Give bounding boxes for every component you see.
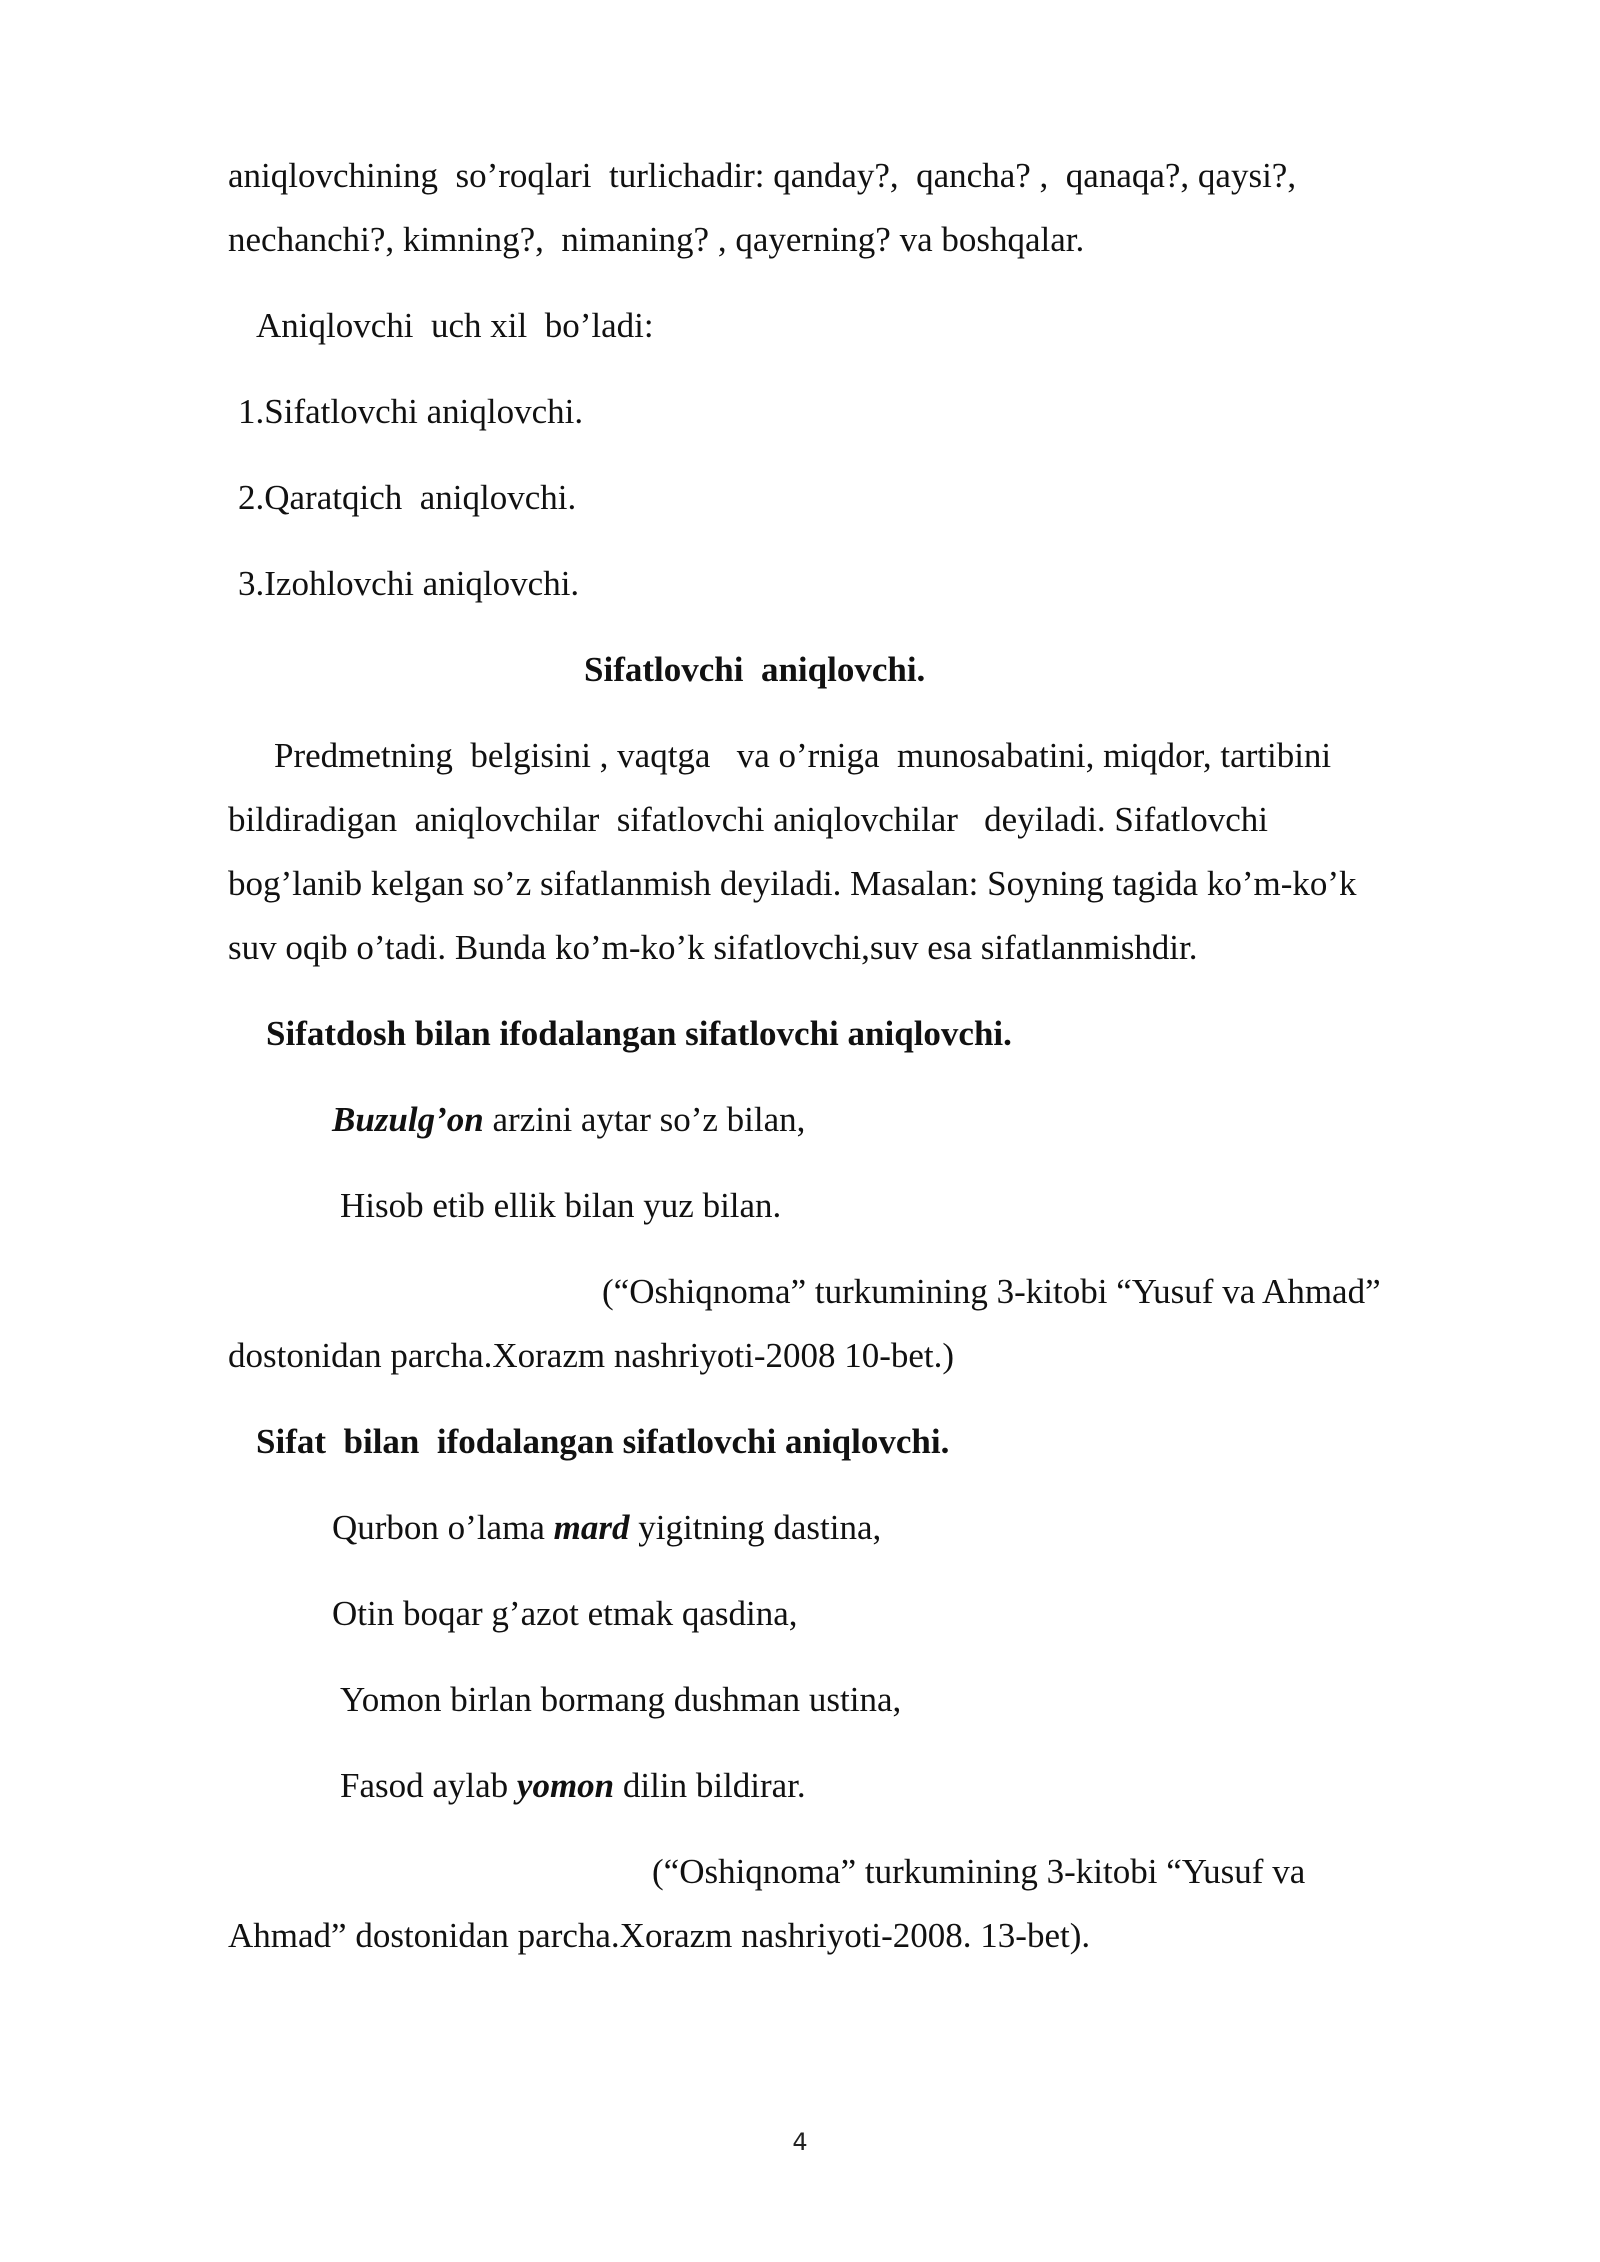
page-number: 4 <box>792 2128 808 2156</box>
section-heading: Sifatlovchi aniqlovchi. <box>584 650 926 689</box>
paragraph-line: bildiradigan aniqlovchilar sifatlovchi aniqlovchilar deyiladi. Sifatlovchi <box>228 800 1269 839</box>
list-item: 1.Sifatlovchi aniqlovchi. <box>238 392 584 431</box>
subheading: Sifat bilan ifodalangan sifatlovchi aniqlovchi. <box>256 1422 950 1461</box>
paragraph-line: suv oqib o’tadi. Bunda ko’m-ko’k sifatlovchi,suv esa sifatlanmishdir. <box>228 928 1198 967</box>
emphasized-word: mard <box>553 1508 630 1547</box>
poem-text: yigitning dastina, <box>629 1508 882 1547</box>
emphasized-word: yomon <box>516 1766 615 1805</box>
paragraph-line: Predmetning belgisini , vaqtga va o’rniga munosabatini, miqdor, tartibini <box>274 736 1332 775</box>
poem-line: Hisob etib ellik bilan yuz bilan. <box>340 1186 782 1225</box>
types-intro: Aniqlovchi uch xil bo’ladi: <box>256 306 654 345</box>
paragraph-line: aniqlovchining so’roqlari turlichadir: qanday?, qancha? , qanaqa?, qaysi?, <box>228 156 1297 195</box>
citation-line: (“Oshiqnoma” turkumining 3-kitobi “Yusuf va Ahmad” <box>602 1272 1381 1311</box>
poem-text: arzini aytar so’z bilan, <box>483 1100 806 1139</box>
citation-line: dostonidan parcha.Xorazm nashriyoti-2008 10-bet.) <box>228 1336 955 1375</box>
poem-line: Yomon birlan bormang dushman ustina, <box>340 1680 902 1719</box>
poem-line: Otin boqar g’azot etmak qasdina, <box>332 1594 798 1633</box>
list-item: 3.Izohlovchi aniqlovchi. <box>238 564 580 603</box>
poem-line <box>340 1764 806 1808</box>
citation-line: (“Oshiqnoma” turkumining 3-kitobi “Yusuf va <box>652 1852 1306 1891</box>
paragraph-line: bog’lanib kelgan so’z sifatlanmish deyiladi. Masalan: Soyning tagida ko’m-ko’k <box>228 864 1357 903</box>
poem-text: Fasod aylab <box>340 1766 517 1805</box>
citation-line: Ahmad” dostonidan parcha.Xorazm nashriyoti-2008. 13-bet). <box>228 1916 1091 1955</box>
poem-line <box>332 1098 805 1142</box>
subheading: Sifatdosh bilan ifodalangan sifatlovchi aniqlovchi. <box>266 1014 1012 1053</box>
paragraph-line: nechanchi?, kimning?, nimaning? , qayerning? va boshqalar. <box>228 220 1085 259</box>
poem-text: Qurbon o’lama <box>332 1508 554 1547</box>
poem-line <box>332 1506 881 1550</box>
emphasized-word: Buzulg’on <box>332 1100 484 1139</box>
list-item: 2.Qaratqich aniqlovchi. <box>238 478 577 517</box>
poem-text: dilin bildirar. <box>614 1766 806 1805</box>
